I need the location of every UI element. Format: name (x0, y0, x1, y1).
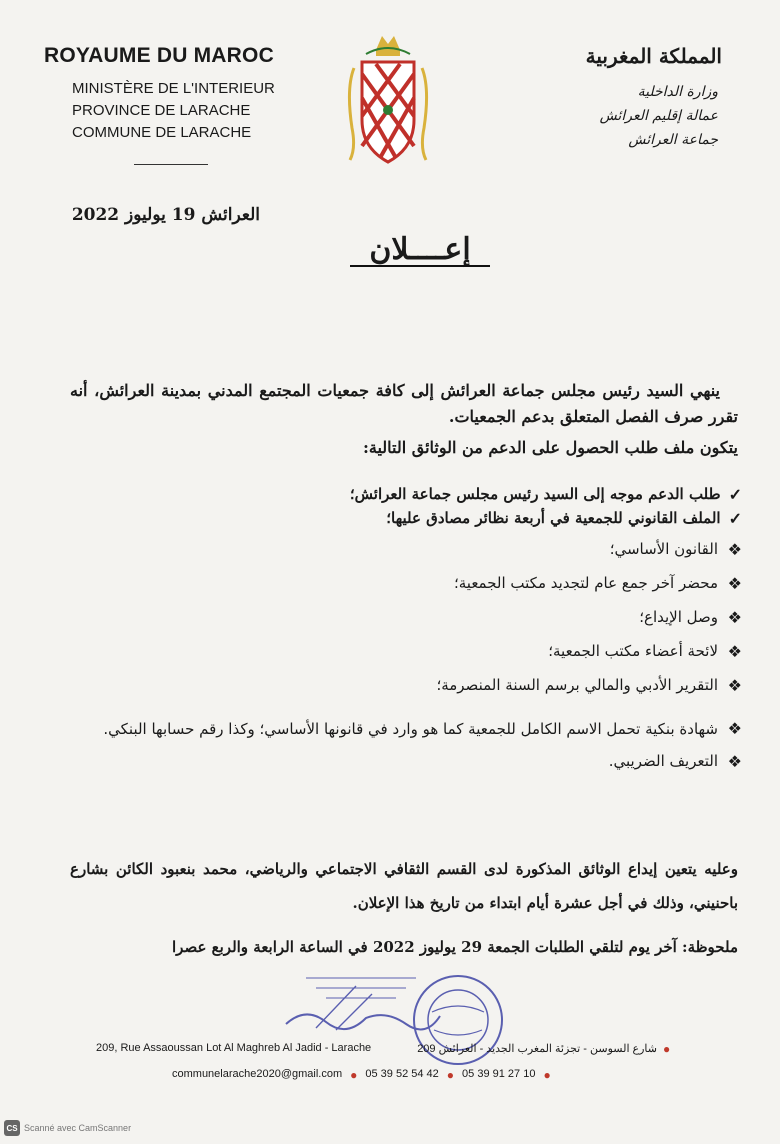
kingdom-title-ar: المملكة المغربية (585, 44, 722, 68)
checklist (62, 482, 742, 530)
commune-ar: جماعة العرائش (628, 132, 718, 148)
diamond-bullet-icon: ❖ (727, 540, 742, 559)
province-ar: عمالة إقليم العرائش (599, 108, 718, 124)
document-item (62, 574, 742, 608)
footer-address-ar: 209 شارع السوسن - تجزئة المغرب الجديد - العرائش (417, 1043, 657, 1055)
province-fr: PROVINCE DE LARACHE (72, 102, 251, 119)
check-item (62, 482, 742, 506)
location-icon: ● (663, 1042, 671, 1056)
checkmark-icon: ✓ (728, 484, 742, 504)
header-arabic (492, 44, 722, 152)
footer-address-fr: 209, Rue Assaoussan Lot Al Maghreb Al Jadid - Larache (96, 1042, 372, 1054)
footer (96, 1042, 696, 1082)
intro-paragraph: ينهي السيد رئيس مجلس جماعة العرائش إلى كافة جمعيات المجتمع المدني بمدينة العرائش، أنه تقرر صرف الفصل المتعلق بدعم الجمعيات. (70, 381, 738, 426)
header-divider (134, 164, 208, 165)
title-underline (350, 265, 490, 267)
document-item (62, 540, 742, 574)
ministry-ar: وزارة الداخلية (637, 84, 718, 100)
footer-contact-row (96, 1068, 696, 1082)
file-intro: يتكون ملف طلب الحصول على الدعم من الوثائق التالية: (362, 438, 738, 457)
check-item (62, 506, 742, 530)
footer-address-row (96, 1042, 696, 1056)
document-item (62, 710, 742, 748)
deposit-paragraph: وعليه يتعين إيداع الوثائق المذكورة لدى القسم الثقافي الاجتماعي والرياضي، محمد بنعبود الكائن بشارع باحنيني، وذلك في أجل عشرة أيام ابتداء من تاريخ هذا الإعلان. (70, 860, 738, 912)
scanner-watermark (4, 1120, 131, 1136)
document-item (62, 676, 742, 710)
footer-phone-1: 05 39 52 54 42 (365, 1068, 439, 1080)
scanner-text: Scanné avec CamScanner (24, 1123, 132, 1133)
email-icon: ● (350, 1068, 358, 1082)
footer-email: communelarache2020@gmail.com (172, 1068, 343, 1080)
phone-icon: ● (446, 1068, 455, 1082)
diamond-bullet-icon: ❖ (727, 676, 742, 695)
kingdom-title-fr: ROYAUME DU MAROC (44, 44, 274, 67)
document-item-text: لائحة أعضاء مكتب الجمعية؛ (548, 642, 718, 660)
footer-phone-2: 05 39 91 27 10 (462, 1068, 536, 1080)
diamond-bullet-icon: ❖ (727, 608, 742, 627)
document-item-text: وصل الإيداع؛ (639, 608, 718, 626)
documents-list (62, 540, 742, 786)
document-item-text: القانون الأساسي؛ (609, 540, 718, 558)
phone-icon: ● (543, 1068, 551, 1082)
check-item-text: الملف القانوني للجمعية في أربعة نظائر مصادق عليها؛ (386, 509, 721, 527)
diamond-bullet-icon: ❖ (727, 574, 742, 593)
coat-of-arms-emblem (336, 28, 440, 168)
document-date: العرائش 19 يوليوز 2022 (71, 205, 260, 225)
ministry-fr: MINISTÈRE DE L'INTERIEUR (72, 80, 275, 97)
document-item-text: محضر آخر جمع عام لتجديد مكتب الجمعية؛ (453, 574, 718, 592)
note-paragraph: ملحوظة: آخر يوم لتلقي الطلبات الجمعة 29 يوليوز 2022 في الساعة الرابعة والربع عصرا (172, 938, 738, 956)
diamond-bullet-icon: ❖ (727, 719, 742, 738)
document-item-text: التقرير الأدبي والمالي برسم السنة المنصرمة؛ (436, 676, 718, 694)
diamond-bullet-icon: ❖ (727, 642, 742, 661)
document-item (62, 642, 742, 676)
check-item-text: طلب الدعم موجه إلى السيد رئيس مجلس جماعة العرائش؛ (349, 485, 721, 503)
document-item (62, 752, 742, 786)
document-item-text: شهادة بنكية تحمل الاسم الكامل للجمعية كما هو وارد في قانونها الأساسي؛ وكذا رقم حسابها البنكي. (103, 720, 718, 738)
announcement-title: إعــــلان (369, 232, 471, 267)
header-french (44, 44, 294, 144)
camscanner-logo: CS (4, 1120, 20, 1136)
diamond-bullet-icon: ❖ (727, 752, 742, 771)
commune-fr: COMMUNE DE LARACHE (72, 124, 252, 141)
document-item (62, 608, 742, 642)
document-item-text: التعريف الضريبي. (608, 752, 718, 770)
checkmark-icon: ✓ (728, 508, 742, 528)
